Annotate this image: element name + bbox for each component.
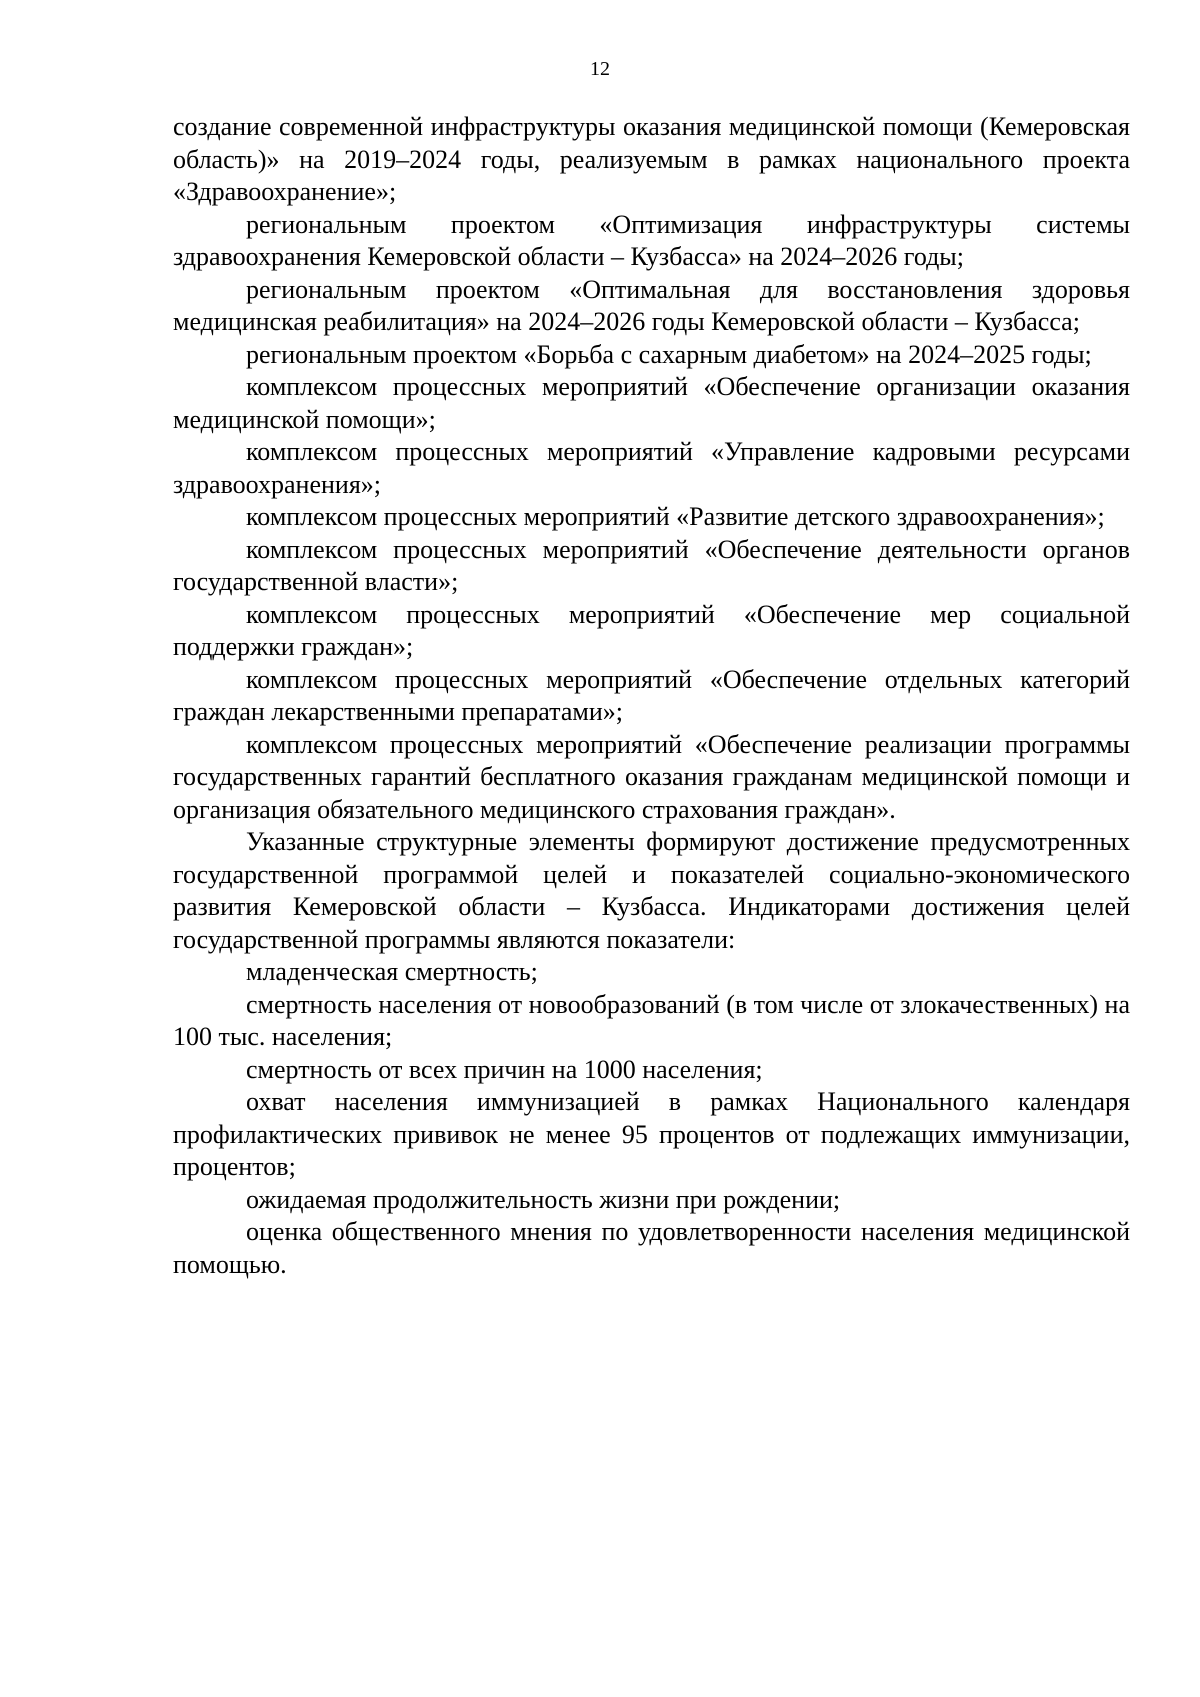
paragraph: региональным проектом «Оптимизация инфраструктуры системы здравоохранения Кемеровской области – Кузбасса» на 2024–2026 годы;: [173, 209, 1130, 271]
paragraph: региональным проектом «Оптимальная для восстановления здоровья медицинская реабилитация» на 2024–2026 годы Кемеровской области – Кузбасса;: [173, 274, 1130, 336]
paragraph: комплексом процессных мероприятий «Управление кадровыми ресурсами здравоохранения»;: [173, 437, 1130, 499]
paragraph: младенческая смертность;: [246, 957, 538, 986]
paragraph: создание современной инфраструктуры оказания медицинской помощи (Кемеровская область)» на 2019–2024 годы, реализуемым в рамках национального проекта «Здравоохранение»;: [173, 112, 1130, 206]
paragraph: комплексом процессных мероприятий «Развитие детского здравоохранения»;: [246, 502, 1105, 531]
paragraph: комплексом процессных мероприятий «Обеспечение реализации программы государственных гарантий бесплатного оказания гражданам медицинской помощи и организация обязательного медицинского страхования граждан».: [173, 729, 1130, 824]
document-body: [173, 111, 1130, 1281]
paragraph: Указанные структурные элементы формируют достижение предусмотренных государственной программой целей и показателей социально-экономического развития Кемеровской области – Кузбасса. Индикаторами достижения целей государственной программы являются показатели:: [173, 827, 1130, 954]
paragraph: смертность от всех причин на 1000 населения;: [246, 1054, 763, 1084]
paragraph: комплексом процессных мероприятий «Обеспечение организации оказания медицинской помощи»;: [173, 372, 1130, 434]
page-number: 12: [590, 58, 610, 80]
paragraph: региональным проектом «Борьба с сахарным диабетом» на 2024–2025 годы;: [246, 339, 1092, 369]
paragraph: охват населения иммунизацией в рамках Национального календаря профилактических прививок не менее 95 процентов от подлежащих иммунизации, процентов;: [173, 1087, 1130, 1181]
paragraph: оценка общественного мнения по удовлетворенности населения медицинской помощью.: [173, 1217, 1130, 1279]
paragraph: комплексом процессных мероприятий «Обеспечение мер социальной поддержки граждан»;: [173, 599, 1130, 661]
paragraph: ожидаемая продолжительность жизни при рождении;: [246, 1184, 841, 1214]
paragraph: комплексом процессных мероприятий «Обеспечение деятельности органов государственной власти»;: [173, 534, 1130, 596]
paragraph: смертность населения от новообразований (в том числе от злокачественных) на 100 тыс. населения;: [173, 989, 1130, 1051]
paragraph: комплексом процессных мероприятий «Обеспечение отдельных категорий граждан лекарственными препаратами»;: [173, 664, 1130, 726]
